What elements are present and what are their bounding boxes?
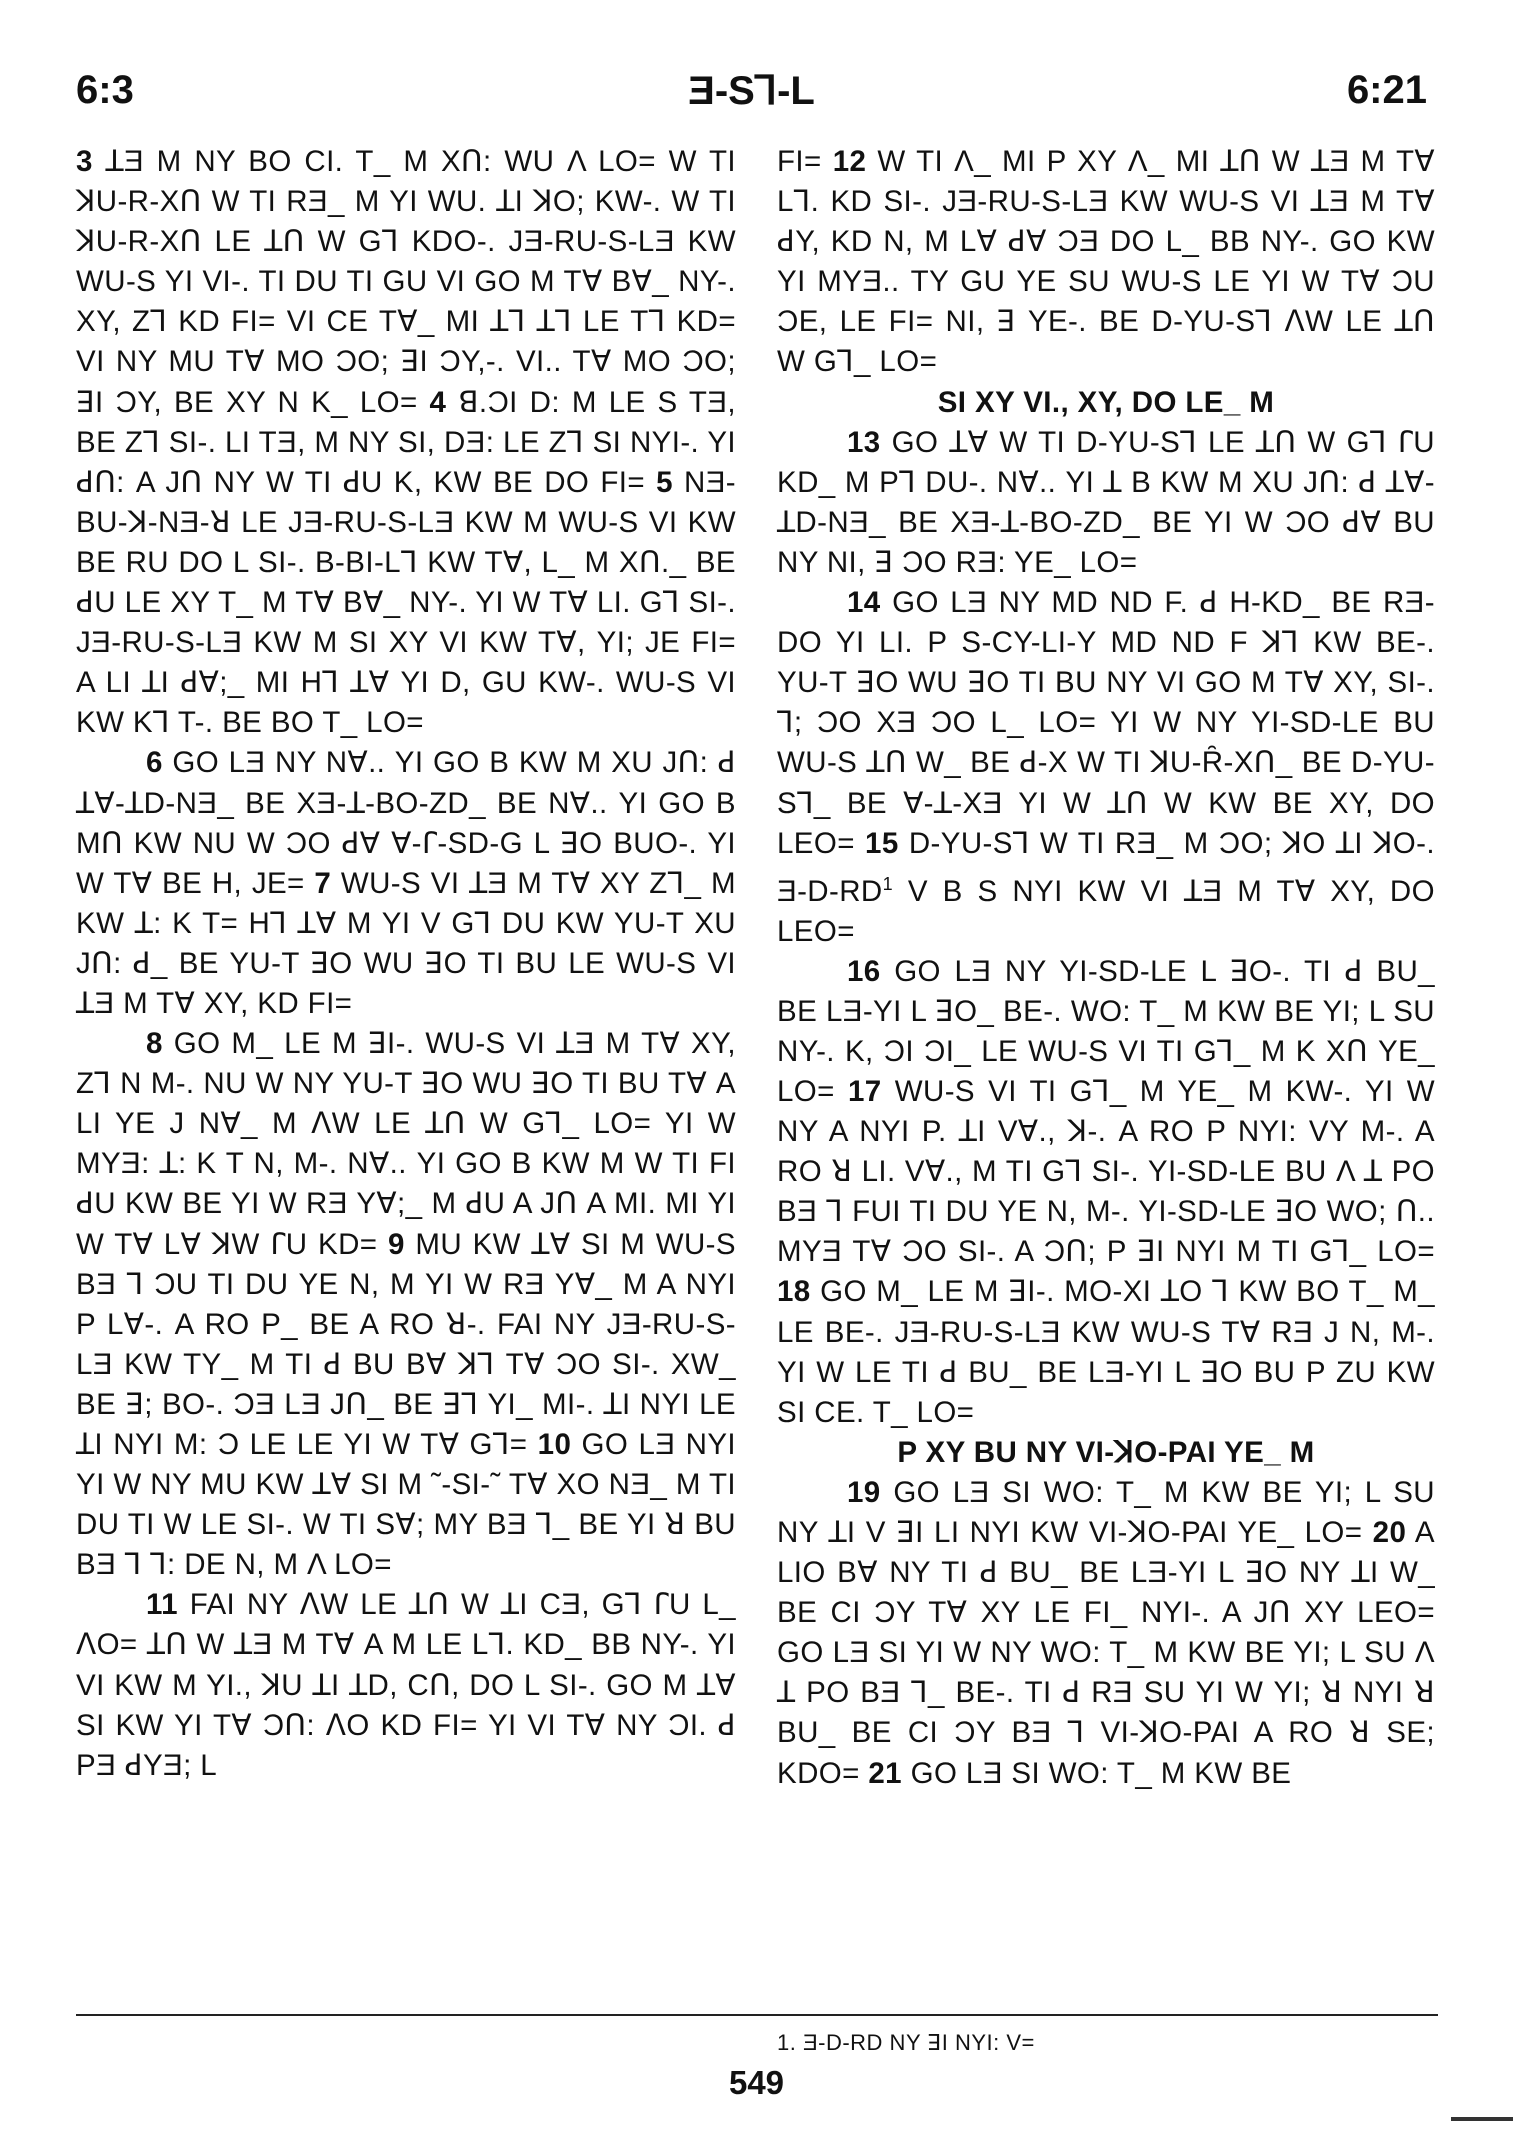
book-title: Ǝ-S⅂-L — [688, 69, 815, 113]
verse-number: 5 — [656, 465, 673, 499]
verse-text: ꓕƎ M NY BO CI. T_ M XՈ: WU Λ LO= W TI ꓘU-R-XՈ W TI RƎ_ M YI WU. ꓕI ꓘO; KW-. W TI ꓘU-R-XՈ LE ꓕՈ W G⅂ KDO-. JƎ-RU-S-LƎ KW WU-S YI VI-. TI DU TI GU VI GO M Tꓯ Bꓯ_ NY-. XY, Z⅂ KD FI= VI CE Tꓯ_ MI ꓕ⅂ ꓕ⅂ LE T⅂ KD= VI NY MU Tꓯ MO ƆO; ꓱI ƆY,-. VI.. Tꓯ MO ƆO; ꓱI ƆY, BE XY N K_ LO= — [76, 145, 736, 419]
verse-text: GO LƎ SI WO: T_ M KW BE — [910, 1756, 1292, 1790]
verse-paragraph — [76, 1024, 736, 1585]
verse-number: 13 — [847, 425, 881, 459]
verse-paragraph — [76, 1585, 736, 1785]
verse-number: 12 — [832, 145, 867, 178]
verse-number: 10 — [537, 1428, 572, 1461]
verse-number: 7 — [314, 866, 332, 900]
verse-text: D-YU-S⅂ W TI RƎ_ M ƆO; ꓘO ꓕI ꓘO-. Ǝ-D-RD — [777, 826, 1435, 908]
verse-text: V B S NYI KW VI ꓕƎ M Tꓯ XY, DO LEO= — [777, 874, 1435, 948]
verse-number: 6 — [146, 746, 163, 780]
verse-number: 20 — [1372, 1516, 1407, 1550]
verse-text: GO M_ LE M ꓱI-. MO-XI ꓕO ⅂ KW BO T_ M_ LE BE-. JƎ-RU-S-LƎ KW WU-S Tꓯ RƎ J N, M-. YI W LE TI ꓒ BU_ BE LƎ-YI L ꓱO BU P ZU KW SI CE. T_ LO= — [777, 1275, 1435, 1429]
verse-text: W TI Λ_ MI P XY Λ_ MI ꓕՈ W ꓕƎ M Tꓯ L⅂. KD SI-. JƎ-RU-S-LƎ KW WU-S VI ꓕƎ M Tꓯ ꓒY, KD N, M Lꓯ ꓒꓯ ƆƎ DO L_ BB NY-. GO KW YI MYƎ.. TY GU YE SU WU-S LE YI W Tꓯ ƆU ƆE, LE FI= NI, ꓱ YE-. BE D-YU-S⅂ ꓥW LE ꓕՈ W G⅂_ LO= — [777, 145, 1435, 379]
verse-text: WU-S VI TI G⅂_ M YE_ M KW-. YI W NY A NYI P. ꓕI Vꓯ., ꓘ-. A RO P NYI: VY M-. A RO ꓤ LI. Vꓯ., M TI G⅂ SI-. YI-SD-LE BU Λ ꓕ PO BƎ ⅂ FUI TI DU YE N, M-. YI-SD-LE ꓱO WO; Ո.. MYƎ Tꓯ ƆO SI-. A ƆՈ; P ꓱI NYI M TI G⅂_ LO= — [777, 1074, 1435, 1269]
verse-paragraph — [76, 142, 736, 743]
verse-text: GO LƎ SI WO: T_ M KW BE YI; L SU NY ꓕI V ꓱI LI NYI KW VI-ꓘO-PAI YE_ LO= — [777, 1475, 1435, 1550]
verse-paragraph — [777, 583, 1435, 952]
verse-text: GO LƎ NYI YI W NY MU KW ꓕꓯ SI M ˜-SI-˜ Tꓯ XO NƎ_ M TI DU TI W LE SI-. W TI Sꓯ; MY BƎ ⅂_ BE YI ꓤ BU BƎ ⅂ ⅂: DE N, M Λ LO= — [76, 1428, 736, 1582]
section-heading: SI XY VI., XY, DO LE_ M — [937, 385, 1275, 419]
footnote-divider — [76, 2014, 1438, 2016]
verse-number: 8 — [146, 1027, 163, 1061]
right-column — [777, 142, 1435, 1794]
verse-number: 19 — [847, 1475, 881, 1509]
verse-text: NƎ-BU-ꓘ-NƎ-ꓤ LE JƎ-RU-S-LƎ KW M WU-S VI KW BE RU DO L SI-. B-BI-L⅂ KW Tꓯ, L_ M XՈ._ BE ꓒU LE XY T_ M Tꓯ Bꓯ_ NY-. YI W Tꓯ LI. G⅂ SI-. JƎ-RU-S-LƎ KW M SI XY VI KW Tꓯ, YI; JE FI= A LI ꓕI ꓒꓯ;_ MI H⅂ ꓕꓯ YI D, GU KW-. WU-S VI KW K⅂ T-. BE BO T_ LO= — [76, 465, 736, 740]
left-column — [76, 142, 736, 1786]
verse-text: MU KW ꓕꓯ SI M WU-S BƎ ⅂ ƆU TI DU YE N, M YI W RƎ Yꓯ_ M A NYI P Lꓯ-. A RO P_ BE A RO ꓤ-. FAI NY JƎ-RU-S-LƎ KW TY_ M TI ꓒ BU Bꓯ ꓘ⅂ Tꓯ ƆO SI-. XW_ BE ꓱ; BO-. ƆƎ LƎ JՈ_ BE ꓱ⅂ YI_ MI-. ꓕI NYI LE ꓕI NYI M: Ɔ LE LE YI W Tꓯ G⅂= — [76, 1227, 736, 1461]
verse-text: GO M_ LE M ꓱI-. WU-S VI ꓕƎ M Tꓯ XY, Z⅂ N M-. NU W NY YU-T ꓱO WU ꓱO TI BU Tꓯ A LI YE J Nꓯ_ M ꓥW LE ꓕՈ W G⅂_ LO= YI W MYƎ: ꓕ: K T N, M-. Nꓯ.. YI GO B KW M W TI FI ꓒU KW BE YI W RƎ Yꓯ;_ M ꓒU A JՈ A MI. MI YI W Tꓯ Lꓯ ꓘW ꓩU KD= — [76, 1027, 736, 1261]
verse-text: GO LƎ NY MD ND F. ꓒ H-KD_ BE RƎ-DO YI LI. P S-CY-LI-Y MD ND F ꓘ⅂ KW BE-. YU-T ꓱO WU ꓱO TI BU NY VI GO M Tꓯ XY, SI-. ⅂; ƆO XƎ ƆO L_ LO= YI W NY YI-SD-LE BU WU-S ꓕՈ W_ BE ꓒ-X W TI ꓘU-Ȓ-XՈ_ BE D-YU-S⅂_ BE ꓯ-ꓕ-XƎ YI W ꓕՈ W KW BE XY, DO LEO= — [777, 586, 1435, 860]
footnote: 1. Ǝ-D-RD NY ꓱI NYI: V= — [777, 2030, 1035, 2055]
verse-paragraph — [76, 743, 736, 1024]
footnote-marker[interactable]: 1 — [882, 873, 894, 894]
verse-number: 4 — [429, 385, 447, 419]
verse-number: 16 — [847, 954, 881, 988]
verse-text: ꓭ.ƆI D: M LE S TƎ, BE Z⅂ SI-. LI TƎ, M NY SI, DƎ: LE Z⅂ SI NYI-. YI ꓒՈ: A JՈ NY W TI ꓒU K, KW BE DO FI= — [76, 385, 736, 499]
verse-paragraph — [777, 142, 1435, 383]
verse-number: 18 — [777, 1275, 811, 1309]
corner-rule — [1451, 2117, 1513, 2121]
verse-paragraph — [777, 1473, 1435, 1794]
verse-text: A LIO Bꓯ NY TI ꓒ BU_ BE LƎ-YI L ꓱO NY ꓕI W_ BE CI ƆY Tꓯ XY LE FI_ NYI-. A JՈ XY LEO= GO LƎ SI YI W NY WO: T_ M KW BE YI; L SU Λ ꓕ PO BƎ ⅂_ BE-. TI ꓒ RƎ SU YI W YI; ꓤ NYI ꓤ BU_ BE CI ƆY BƎ ⅂ VI-ꓘO-PAI A RO ꓤ SE; KDO= — [777, 1516, 1435, 1790]
section-heading: P XY BU NY VI-ꓘO-PAI YE_ M — [897, 1435, 1315, 1469]
verse-text: WU-S VI ꓕƎ M Tꓯ XY Z⅂_ M KW ꓕ: K T= H⅂ ꓕꓯ M YI V G⅂ DU KW YU-T XU JՈ: ꓒ_ BE YU-T ꓱO WU ꓱO TI BU LE WU-S VI ꓕƎ M Tꓯ XY, KD FI= — [76, 866, 736, 1020]
chapter-range-end: 6:21 — [1346, 68, 1427, 112]
verse-number: 3 — [76, 145, 93, 178]
verse-number: 17 — [847, 1074, 882, 1108]
verse-text: GO ꓕꓯ W TI D-YU-S⅂ LE ꓕՈ W G⅂ ꓩU KD_ M P⅂ DU-. Nꓯ.. YI ꓕ B KW M XU JՈ: ꓒ ꓕꓯ-ꓕD-NƎ_ BE XƎ-ꓕ-BO-ZD_ BE YI W ƆO ꓒꓯ BU NY NI, ꓱ ƆO RƎ: YE_ LO= — [777, 425, 1435, 579]
verse-number: 21 — [868, 1756, 902, 1790]
page-number: 549 — [728, 2064, 785, 2101]
verse-number: 14 — [847, 586, 881, 620]
verse-number: 9 — [387, 1227, 405, 1261]
continued-text: FI= — [777, 145, 822, 178]
verse-number: 15 — [865, 826, 899, 860]
chapter-range-start: 6:3 — [76, 68, 134, 112]
verse-text: GO LƎ NY YI-SD-LE L ꓱO-. TI ꓒ BU_ BE LƎ-YI L ꓱO_ BE-. WO: T_ M KW BE YI; L SU NY-. K, ƆI ƆI_ LE WU-S VI TI G⅂_ M K XՈ YE_ LO= — [777, 954, 1435, 1108]
verse-number: 11 — [146, 1588, 178, 1622]
verse-paragraph — [777, 952, 1435, 1433]
verse-text: FAI NY ꓥW LE ꓕՈ W ꓕI CƎ, G⅂ ꓩU L_ ꓥO= ꓕՈ W ꓕƎ M Tꓯ A M LE L⅂. KD_ BB NY-. YI VI KW M YI., ꓘU ꓕI ꓕD, CՈ, DO L SI-. GO M ꓕꓯ SI KW YI Tꓯ ƆՈ: ꓥO KD FI= YI VI Tꓯ NY ƆI. ꓒ PƎ ꓒYƎ; L — [76, 1588, 736, 1782]
verse-text: GO LƎ NY Nꓯ.. YI GO B KW M XU JՈ: ꓒ ꓕꓯ-ꓕD-NƎ_ BE XƎ-ꓕ-BO-ZD_ BE Nꓯ.. YI GO B MՈ KW NU W ƆO ꓒꓯ ꓯ-ꓩ-SD-G L ꓱO BUO-. YI W Tꓯ BE H, JE= — [76, 746, 736, 900]
verse-paragraph — [777, 423, 1435, 583]
running-head — [76, 68, 1427, 120]
